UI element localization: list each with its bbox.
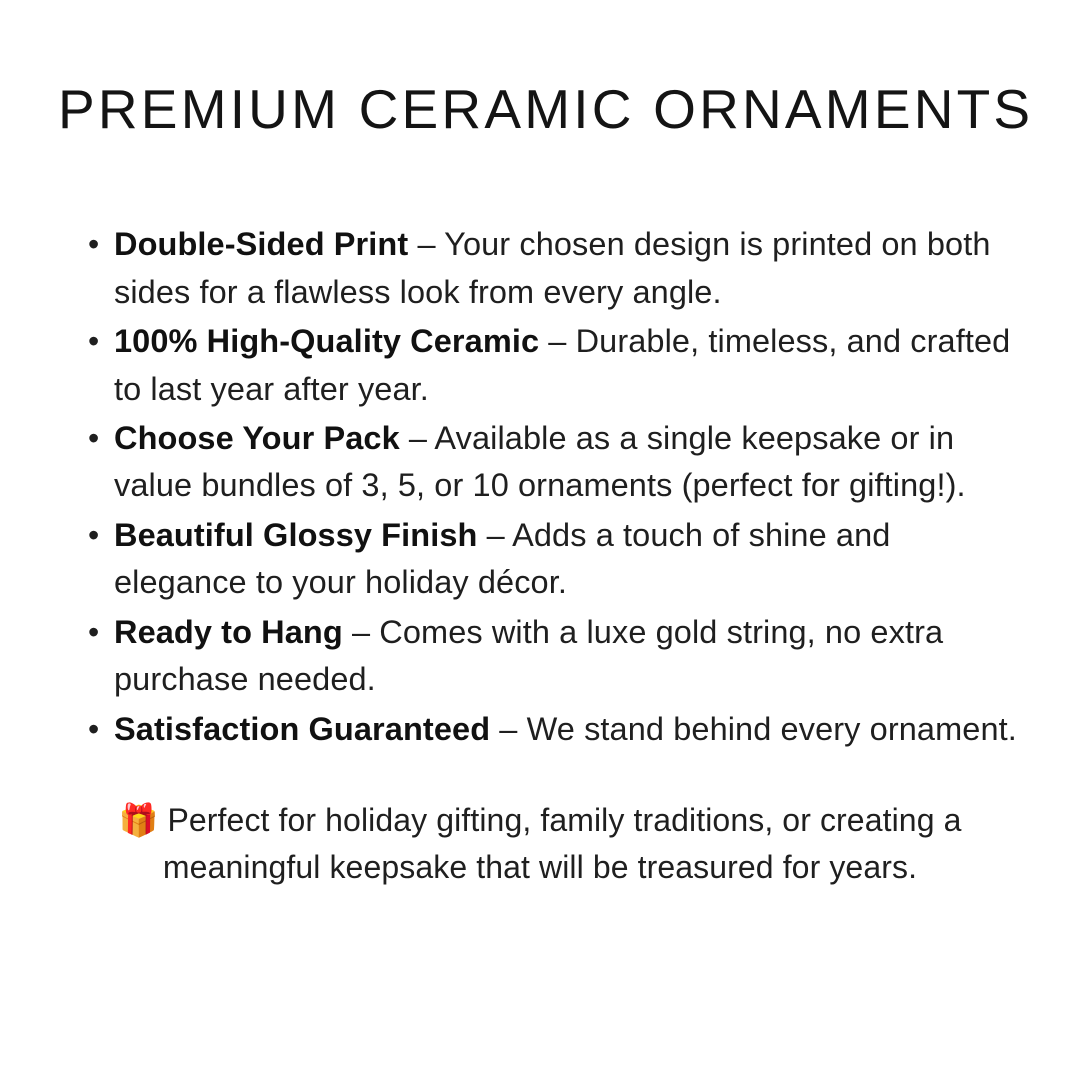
list-item	[58, 512, 1022, 607]
bullet-icon: •	[88, 323, 100, 360]
feature-text: – Adds a touch of shine and elegance to your holiday décor.	[114, 516, 891, 601]
feature-lead: Choose Your Pack	[114, 420, 400, 456]
list-item	[58, 609, 1022, 704]
bullet-icon: •	[88, 516, 100, 553]
feature-lead: 100% High-Quality Ceramic	[114, 323, 540, 360]
feature-lead: Beautiful Glossy Finish	[114, 516, 478, 553]
page-title: PREMIUM CERAMIC ORNAMENTS	[58, 78, 1034, 140]
closing-statement	[58, 797, 1022, 892]
list-item	[58, 415, 1022, 510]
closing-text: Perfect for holiday gifting, family traditions, or creating a meaningful keepsake that will be treasured for years.	[158, 802, 962, 886]
feature-list	[58, 221, 1022, 755]
gift-icon: 🎁	[118, 801, 159, 840]
bullet-icon: •	[88, 710, 100, 747]
bullet-icon: •	[88, 420, 100, 456]
feature-text: – Comes with a luxe gold string, no extra purchase needed.	[114, 613, 944, 698]
feature-lead: Ready to Hang	[114, 613, 343, 650]
bullet-icon: •	[88, 226, 100, 263]
feature-text: – Your chosen design is printed on both sides for a flawless look from every angle.	[114, 226, 991, 310]
list-item	[58, 706, 1022, 753]
feature-text: – Durable, timeless, and crafted to last year after year.	[114, 323, 1011, 407]
bullet-icon: •	[88, 613, 100, 650]
feature-text: – We stand behind every ornament.	[490, 710, 1017, 747]
list-item	[58, 318, 1022, 413]
feature-text: – Available as a single keepsake or in value bundles of 3, 5, or 10 ornaments (perfect for gifting!).	[114, 420, 966, 504]
feature-lead: Satisfaction Guaranteed	[114, 710, 491, 747]
feature-lead: Double-Sided Print	[114, 226, 409, 263]
list-item	[58, 221, 1022, 316]
